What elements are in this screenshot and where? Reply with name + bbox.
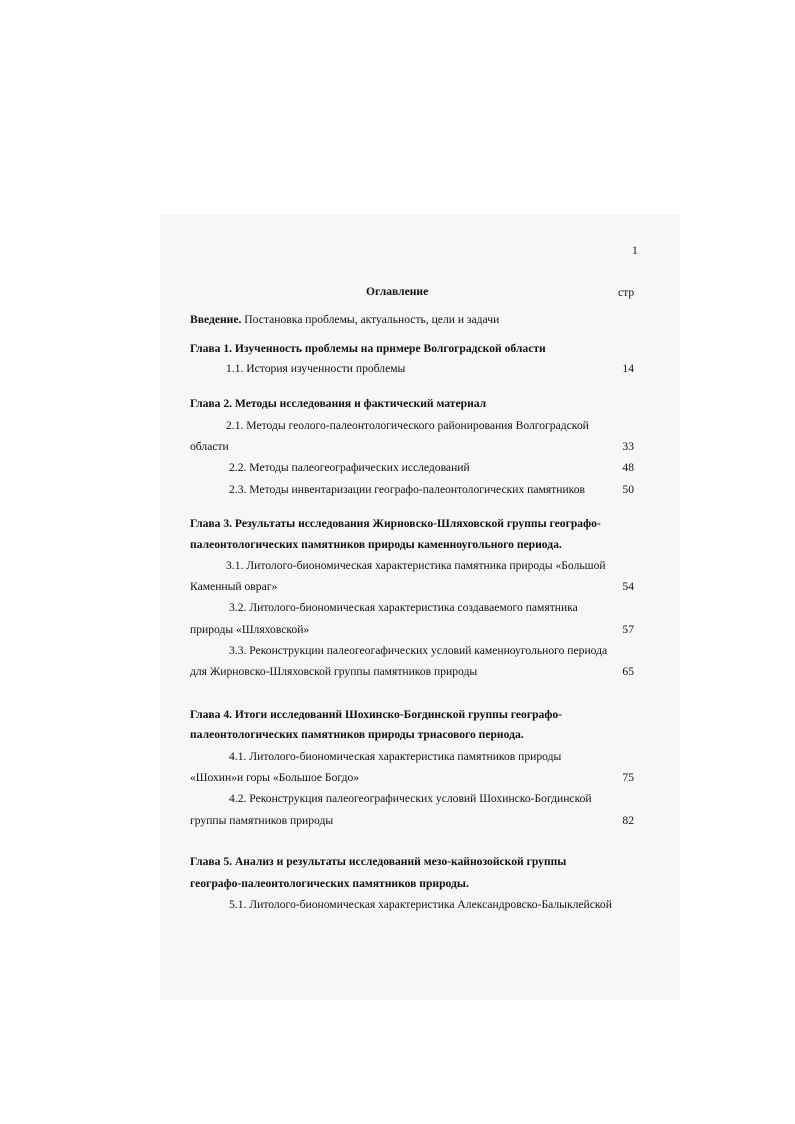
section-3-1-page: 54: [622, 580, 634, 593]
section-1-1-title: 1.1. История изученности проблемы: [226, 362, 406, 375]
section-5-1-title-line1: 5.1. Литолого-биономическая характеристика Александровско-Балыклейской: [229, 898, 612, 911]
chapter-4-heading-line1: Глава 4. Итоги исследований Шохинско-Богдинской группы географо-: [190, 708, 563, 721]
chapter-1-heading: Глава 1. Изученность проблемы на примере Волгоградской области: [190, 342, 546, 355]
section-4-1-title-line2: «Шохин»и горы «Большое Богдо»: [190, 771, 360, 784]
section-4-2-page: 82: [622, 814, 634, 827]
section-2-1-title-line2: области: [190, 440, 229, 453]
section-2-3-title: 2.3. Методы инвентаризации географо-палеонтологических памятников: [229, 483, 585, 496]
section-3-3-page: 65: [622, 665, 634, 678]
section-4-2-title-line2: группы памятников природы: [190, 814, 334, 827]
section-2-2-title: 2.2. Методы палеогеографических исследований: [229, 461, 470, 474]
section-3-3-title-line2: для Жирновско-Шляховской группы памятников природы: [190, 665, 478, 678]
section-2-1-page: 33: [622, 440, 634, 453]
section-1-1-page: 14: [622, 362, 634, 375]
chapter-5-heading-line1: Глава 5. Анализ и результаты исследований мезо-кайнозойской группы: [190, 855, 567, 868]
toc-title: Оглавление: [366, 285, 429, 298]
chapter-2-heading: Глава 2. Методы исследования и фактический материал: [190, 397, 487, 410]
introduction-text: Постановка проблемы, актуальность, цели и задачи: [241, 313, 500, 326]
chapter-3-heading-line1: Глава 3. Результаты исследования Жирновско-Шляховской группы географо-: [190, 517, 601, 530]
section-3-2-title-line1: 3.2. Литолого-биономическая характеристика создаваемого памятника: [229, 601, 578, 614]
section-3-2-title-line2: природы «Шляховской»: [190, 623, 310, 636]
section-2-1-title-line1: 2.1. Методы геолого-палеонтологического районирования Волгоградской: [226, 419, 589, 432]
page-column-label: стр: [618, 286, 635, 299]
chapter-5-heading-line2: географо-палеонтологических памятников природы.: [190, 877, 469, 890]
section-2-3-page: 50: [622, 483, 634, 496]
section-3-3-title-line1: 3.3. Реконструкции палеогеогафических условий каменноугольного периода: [229, 644, 608, 657]
chapter-3-heading-line2: палеонтологических памятников природы каменноугольного периода.: [190, 538, 562, 551]
toc-entry-introduction: [190, 313, 499, 327]
introduction-label: Введение.: [190, 313, 242, 326]
section-3-1-title-line1: 3.1. Литолого-биономическая характеристика памятника природы «Большой: [226, 559, 606, 572]
section-2-2-page: 48: [622, 461, 634, 474]
section-4-1-page: 75: [622, 771, 634, 784]
section-4-1-title-line1: 4.1. Литолого-биономическая характеристика памятников природы: [229, 750, 562, 763]
section-3-1-title-line2: Каменный овраг»: [190, 580, 278, 593]
chapter-4-heading-line2: палеонтологических памятников природы триасового периода.: [190, 728, 524, 741]
section-4-2-title-line1: 4.2. Реконструкция палеогеографических условий Шохинско-Богдинской: [229, 792, 592, 805]
section-3-2-page: 57: [622, 623, 634, 636]
page-number: 1: [632, 244, 638, 257]
